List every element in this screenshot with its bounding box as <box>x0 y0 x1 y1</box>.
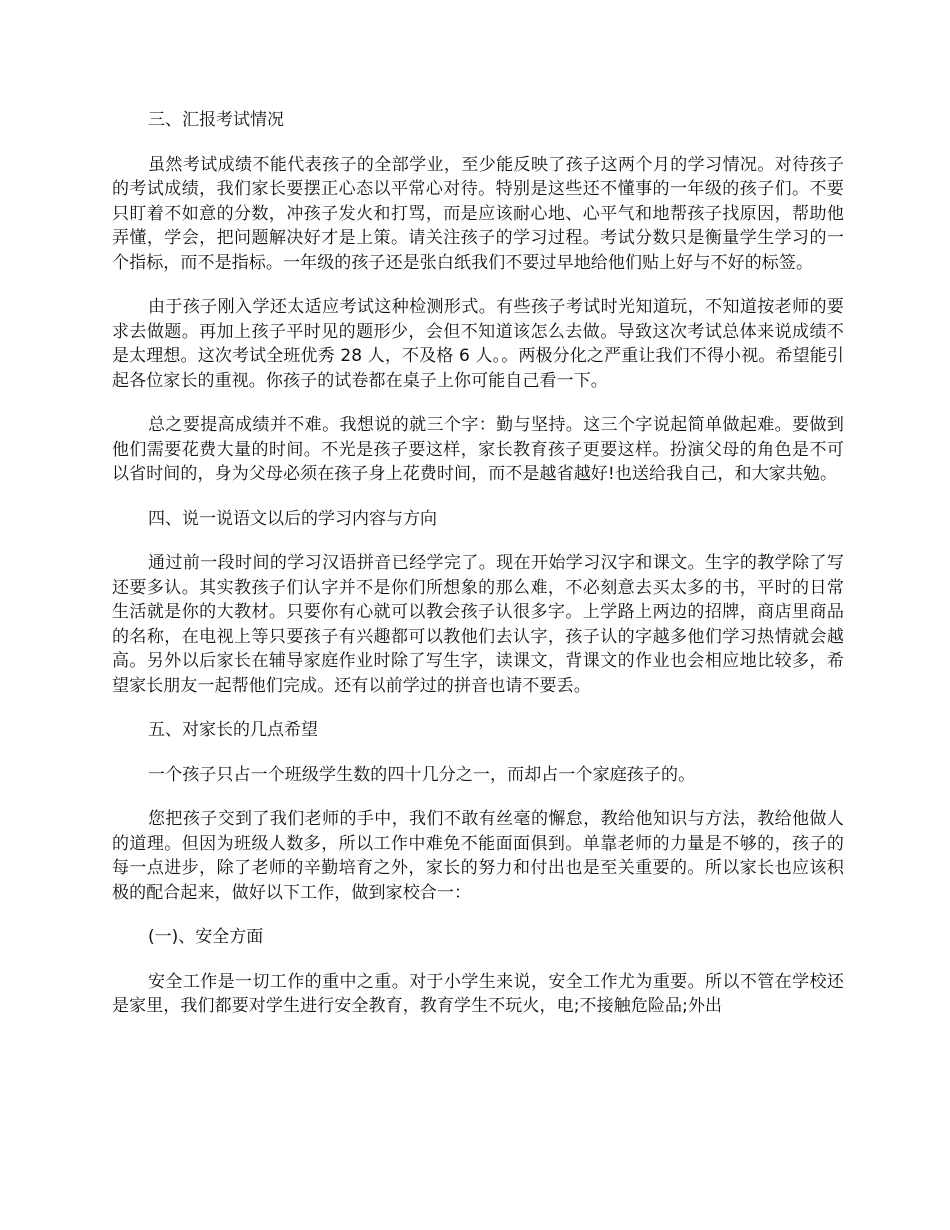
paragraph-safety: 安全工作是一切工作的重中之重。对于小学生来说，安全工作尤为重要。所以不管在学校还是家里，我们都要对学生进行安全教育，教育学生不玩火，电;不接触危险品;外出 <box>112 971 844 1016</box>
paragraph-character-learning: 通过前一段时间的学习汉语拼音已经学完了。现在开始学习汉字和课文。生字的教学除了写还要多认。其实教孩子们认字并不是你们所想象的那么难，不必刻意去买太多的书，平时的日常生活就是你的大教材。只要你有心就可以教会孩子认很多字。上学路上两边的招牌，商店里商品的名称，在电视上等只要孩子有兴趣都可以教他们去认字，孩子认的字越多他们学习热情就会越高。另外以后家长在辅导家庭作业时除了写生字，读课文，背课文的作业也会相应地比较多，希望家长朋友一起帮他们完成。还有以前学过的拼音也请不要丢。 <box>112 553 844 696</box>
paragraph-exam-attitude: 虽然考试成绩不能代表孩子的全部学业，至少能反映了孩子这两个月的学习情况。对待孩子的考试成绩，我们家长要摆正心态以平常心对待。特别是这些还不懂事的一年级的孩子们。不要只盯着不如意的分数，冲孩子发火和打骂，而是应该耐心地、心平气和地帮孩子找原因，帮助他弄懂，学会，把问题解决好才是上策。请关注孩子的学习过程。考试分数只是衡量学生学习的一个指标，而不是指标。一年级的孩子还是张白纸我们不要过早地给他们贴上好与不好的标签。 <box>112 154 844 273</box>
paragraph-persistence: 总之要提高成绩并不难。我想说的就三个字：勤与坚持。这三个字说起简单做起难。要做到他们需要花费大量的时间。不光是孩子要这样，家长教育孩子更要这样。扮演父母的角色是不可以省时间的，身为父母必须在孩子身上花费时间，而不是越省越好!也送给我自己，和大家共勉。 <box>112 415 844 484</box>
subsection-heading-safety: (一)、安全方面 <box>148 927 264 947</box>
section-heading-chinese-learning: 四、说一说语文以后的学习内容与方向 <box>148 508 437 529</box>
section-heading-parent-hopes: 五、对家长的几点希望 <box>148 720 318 740</box>
paragraph-home-school: 您把孩子交到了我们老师的手中，我们不敢有丝毫的懈怠，教给他知识与方法，教给他做人的道理。但因为班级人数多，所以工作中难免不能面面俱到。单靠老师的力量是不够的，孩子的每一点进步，除了老师的辛勤培育之外，家长的努力和付出也是至关重要的。所以家长也应该积极的配合起来，做好以下工作，做到家校合一： <box>112 809 844 903</box>
paragraph-one-child: 一个孩子只占一个班级学生数的四十几分之一，而却占一个家庭孩子的。 <box>148 764 696 785</box>
section-heading-exam-report: 三、汇报考试情况 <box>148 110 284 130</box>
paragraph-exam-results: 由于孩子刚入学还太适应考试这种检测形式。有些孩子考试时光知道玩，不知道按老师的要求去做题。再加上孩子平时见的题形少，会但不知道该怎么去做。导致这次考试总体来说成绩不是太理想。这次考试全班优秀 28 人，不及格 6 人。。两极分化之严重让我们不得小视。希望能引起各位家长的重视。你孩子的试卷都在桌子上你可能自己看一下。 <box>112 297 844 391</box>
document-page <box>112 108 844 1039</box>
